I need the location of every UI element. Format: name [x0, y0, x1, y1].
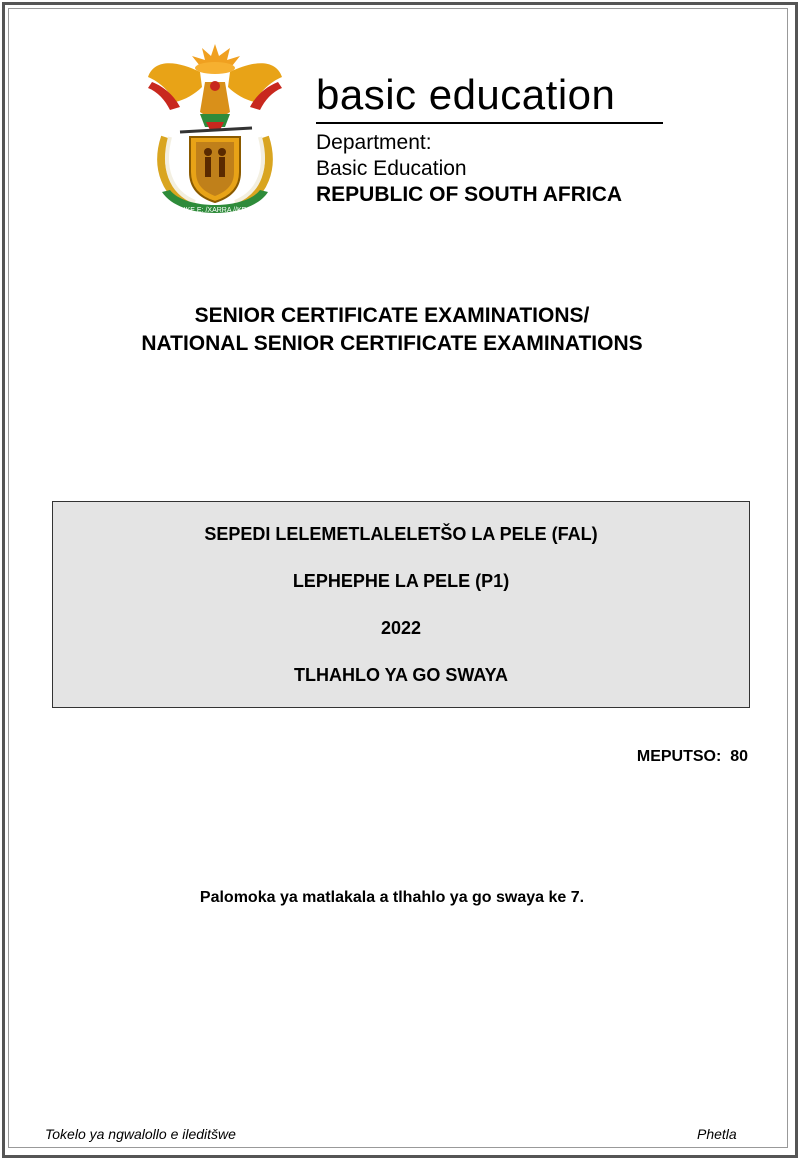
department-name: Basic Education [316, 157, 467, 180]
sun-icon [192, 44, 240, 74]
country-name: REPUBLIC OF SOUTH AFRICA [316, 183, 623, 206]
exam-title-line2: NATIONAL SENIOR CERTIFICATE EXAMINATIONS [141, 332, 643, 355]
coat-of-arms-icon [140, 42, 290, 222]
exam-year: 2022 [380, 618, 422, 638]
subject-box [52, 501, 750, 708]
brand-wordmark: basic education [316, 71, 616, 118]
brand-divider [316, 122, 663, 124]
subject-title: SEPEDI LELEMETLALELETŠO LA PELE (FAL) [204, 524, 598, 544]
exam-title-line1: SENIOR CERTIFICATE EXAMINATIONS/ [194, 304, 590, 327]
exam-heading [0, 302, 784, 358]
pages-note: Palomoka ya matlakala a tlhahlo ya go swaya ke 7. [199, 889, 585, 906]
document-type: TLHAHLO YA GO SWAYA [293, 665, 509, 685]
paper-number: LEPHEPHE LA PELE (P1) [292, 571, 510, 591]
total-marks: MEPUTSO: 80 [636, 748, 748, 765]
department-branding [316, 70, 666, 208]
footer-copyright: Tokelo ya ngwalollo e ileditšwe [45, 1126, 236, 1142]
crest-motto: !KE E: /XARRA //KE [183, 207, 247, 214]
footer-turn-over: Phetla [697, 1126, 737, 1142]
department-label: Department: [316, 131, 432, 154]
